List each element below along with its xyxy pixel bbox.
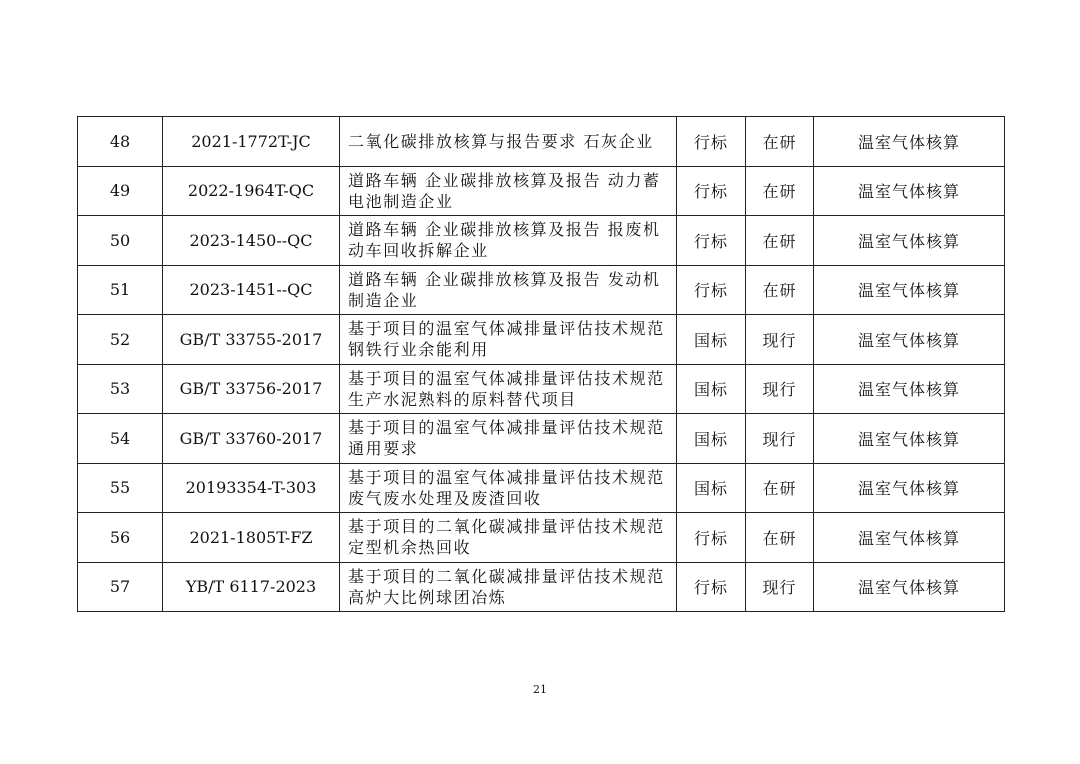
standard-name: 基于项目的二氧化碳减排量评估技术规范定型机余热回收 [340, 513, 677, 563]
standard-code: 2023-1450--QC [163, 216, 340, 266]
standard-code: 2021-1805T-FZ [163, 513, 340, 563]
table-row [78, 166, 1005, 216]
standard-type: 国标 [677, 463, 746, 513]
table-row [78, 216, 1005, 266]
standard-type: 行标 [677, 117, 746, 167]
row-number: 51 [78, 265, 163, 315]
standard-name: 基于项目的温室气体减排量评估技术规范生产水泥熟料的原料替代项目 [340, 364, 677, 414]
standard-category: 温室气体核算 [814, 364, 1005, 414]
standard-category: 温室气体核算 [814, 265, 1005, 315]
standard-category: 温室气体核算 [814, 414, 1005, 464]
table-row [78, 463, 1005, 513]
standard-category: 温室气体核算 [814, 117, 1005, 167]
standard-status: 在研 [746, 216, 814, 266]
standard-code: 2023-1451--QC [163, 265, 340, 315]
standard-code: 2021-1772T-JC [163, 117, 340, 167]
standard-name: 道路车辆 企业碳排放核算及报告 报废机动车回收拆解企业 [340, 216, 677, 266]
standard-name: 道路车辆 企业碳排放核算及报告 动力蓄电池制造企业 [340, 166, 677, 216]
standard-type: 行标 [677, 166, 746, 216]
row-number: 55 [78, 463, 163, 513]
table-row [78, 513, 1005, 563]
table-row [78, 364, 1005, 414]
row-number: 56 [78, 513, 163, 563]
standard-status: 现行 [746, 315, 814, 365]
table-row [78, 315, 1005, 365]
standard-type: 国标 [677, 315, 746, 365]
table-row [78, 265, 1005, 315]
standard-category: 温室气体核算 [814, 216, 1005, 266]
standard-type: 行标 [677, 513, 746, 563]
standard-code: YB/T 6117-2023 [163, 562, 340, 612]
standard-category: 温室气体核算 [814, 513, 1005, 563]
standards-table-body [78, 117, 1005, 612]
standard-category: 温室气体核算 [814, 562, 1005, 612]
page-number: 21 [533, 683, 547, 696]
standard-status: 现行 [746, 414, 814, 464]
standard-type: 行标 [677, 562, 746, 612]
row-number: 57 [78, 562, 163, 612]
standard-status: 现行 [746, 364, 814, 414]
standard-name: 二氧化碳排放核算与报告要求 石灰企业 [340, 117, 677, 167]
standard-category: 温室气体核算 [814, 463, 1005, 513]
table-row [78, 414, 1005, 464]
standard-status: 在研 [746, 513, 814, 563]
standard-code: 2022-1964T-QC [163, 166, 340, 216]
row-number: 53 [78, 364, 163, 414]
standard-status: 在研 [746, 265, 814, 315]
standard-code: GB/T 33760-2017 [163, 414, 340, 464]
standard-name: 基于项目的温室气体减排量评估技术规范废气废水处理及废渣回收 [340, 463, 677, 513]
standard-status: 现行 [746, 562, 814, 612]
table-row [78, 117, 1005, 167]
row-number: 52 [78, 315, 163, 365]
row-number: 50 [78, 216, 163, 266]
standard-name: 基于项目的温室气体减排量评估技术规范钢铁行业余能利用 [340, 315, 677, 365]
standard-name: 道路车辆 企业碳排放核算及报告 发动机制造企业 [340, 265, 677, 315]
standard-status: 在研 [746, 117, 814, 167]
standard-type: 国标 [677, 414, 746, 464]
table-row [78, 562, 1005, 612]
standard-status: 在研 [746, 463, 814, 513]
standard-type: 行标 [677, 216, 746, 266]
standard-code: GB/T 33755-2017 [163, 315, 340, 365]
standard-status: 在研 [746, 166, 814, 216]
standards-table [77, 116, 1005, 612]
standard-type: 行标 [677, 265, 746, 315]
row-number: 48 [78, 117, 163, 167]
standard-category: 温室气体核算 [814, 166, 1005, 216]
standard-name: 基于项目的温室气体减排量评估技术规范通用要求 [340, 414, 677, 464]
standard-type: 国标 [677, 364, 746, 414]
row-number: 49 [78, 166, 163, 216]
standard-category: 温室气体核算 [814, 315, 1005, 365]
standard-name: 基于项目的二氧化碳减排量评估技术规范高炉大比例球团冶炼 [340, 562, 677, 612]
row-number: 54 [78, 414, 163, 464]
standard-code: 20193354-T-303 [163, 463, 340, 513]
standard-code: GB/T 33756-2017 [163, 364, 340, 414]
